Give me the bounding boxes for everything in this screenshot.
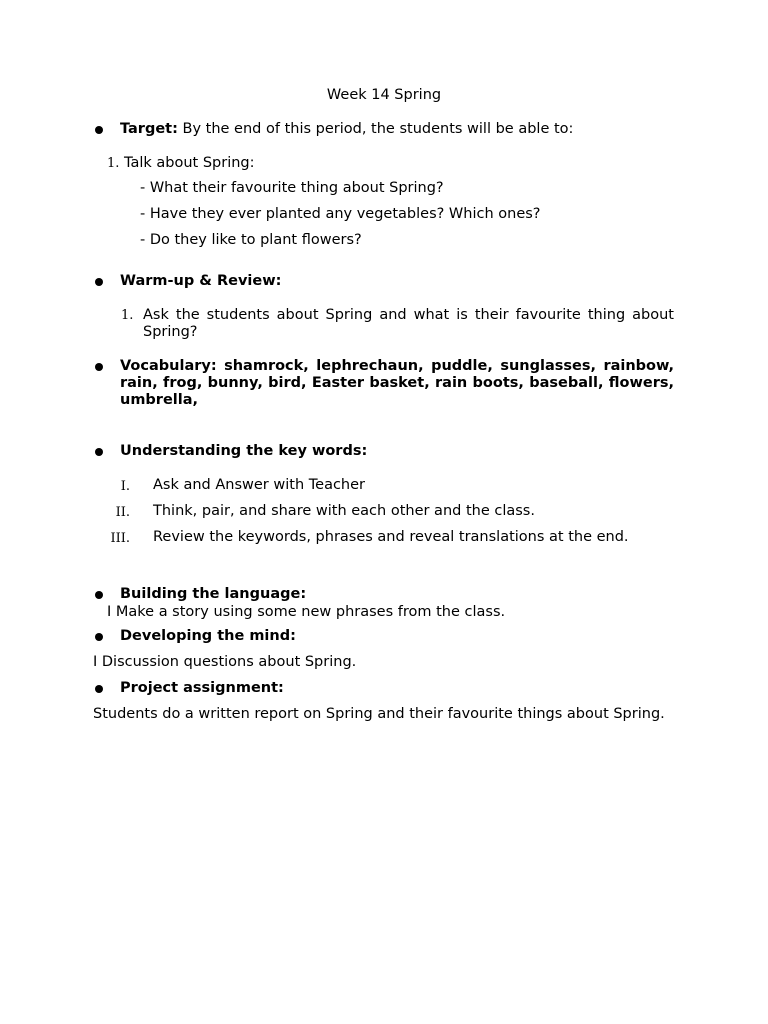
- key-words-item-number: II.: [115, 505, 130, 520]
- bullet-icon: [95, 591, 103, 599]
- key-words-label: Understanding the key words:: [120, 443, 368, 459]
- building-text: I Make a story using some new phrases from the class.: [107, 604, 506, 620]
- target-text: By the end of this period, the students will be able to:: [182, 121, 574, 137]
- bullet-icon: [95, 278, 103, 286]
- project-text: Students do a written report on Spring and their favourite things about Spring.: [93, 706, 665, 722]
- target-item: [107, 155, 255, 171]
- target-line: [120, 121, 573, 137]
- building-label: Building the language:: [120, 586, 307, 602]
- target-item-text: Talk about Spring:: [124, 155, 255, 171]
- target-label: Target:: [120, 121, 178, 137]
- bullet-icon: [95, 363, 103, 371]
- developing-text: I Discussion questions about Spring.: [93, 654, 357, 670]
- target-item-number: 1.: [107, 156, 120, 171]
- warmup-label: Warm-up & Review:: [120, 273, 282, 289]
- target-sub-item: - Do they like to plant flowers?: [140, 232, 362, 248]
- developing-label: Developing the mind:: [120, 628, 296, 644]
- vocabulary-text: Vocabulary: shamrock, lephrechaun, puddle, sunglasses, rainbow, rain, frog, bunny, bird, Easter basket, rain boots, baseball, flowers, umbrella,: [120, 358, 674, 408]
- project-label: Project assignment:: [120, 680, 284, 696]
- document-title: Week 14 Spring: [326, 87, 442, 103]
- key-words-item-number: I.: [120, 479, 130, 494]
- bullet-icon: [95, 633, 103, 641]
- bullet-icon: [95, 448, 103, 456]
- key-words-item-number: III.: [110, 531, 130, 546]
- bullet-icon: [95, 126, 103, 134]
- target-sub-item: - Have they ever planted any vegetables? Which ones?: [140, 206, 541, 222]
- target-sub-item: - What their favourite thing about Spring?: [140, 180, 444, 196]
- bullet-icon: [95, 685, 103, 693]
- key-words-item-text: Review the keywords, phrases and reveal translations at the end.: [153, 529, 629, 545]
- key-words-item-text: Ask and Answer with Teacher: [153, 477, 365, 493]
- key-words-item-text: Think, pair, and share with each other and the class.: [153, 503, 535, 519]
- warmup-item-number: 1.: [121, 308, 134, 323]
- warmup-item-text: Ask the students about Spring and what is their favourite thing about Spring?: [143, 307, 674, 340]
